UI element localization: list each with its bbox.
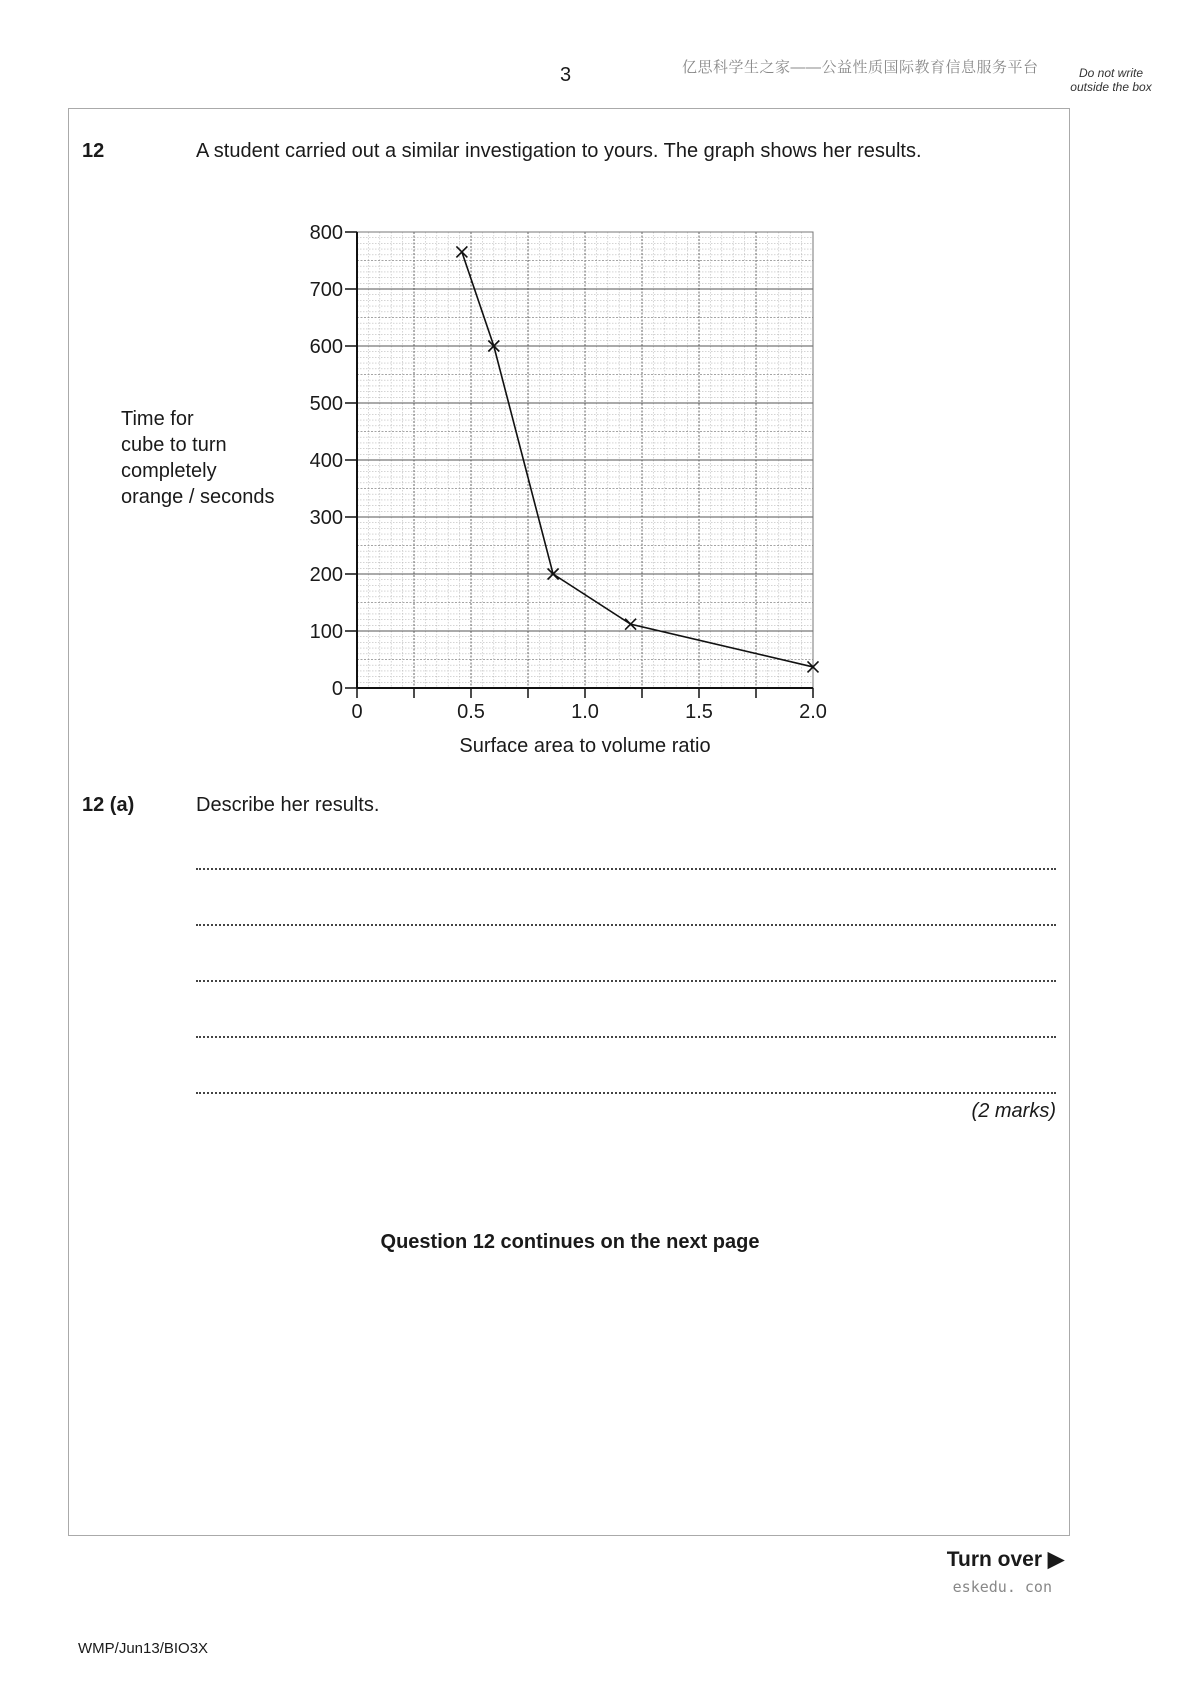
header-watermark: 亿思科学生之家——公益性质国际教育信息服务平台 bbox=[682, 59, 1039, 76]
y-axis-label-line-4: orange / seconds bbox=[121, 486, 275, 508]
y-tick-label: 0 bbox=[331, 678, 343, 700]
continues-note: Question 12 continues on the next page bbox=[380, 1231, 760, 1253]
x-tick-label: 0.5 bbox=[457, 701, 485, 723]
page-number: 3 bbox=[560, 64, 572, 86]
question-intro: A student carried out a similar investigation to yours. The graph shows her results. bbox=[196, 140, 922, 162]
x-tick-label: 0 bbox=[351, 701, 363, 723]
y-tick-label: 800 bbox=[309, 222, 343, 244]
y-tick-label: 600 bbox=[309, 336, 343, 358]
paper-code: WMP/Jun13/BIO3X bbox=[78, 1640, 209, 1657]
series-line bbox=[462, 252, 813, 667]
margin-note: Do not write outside the box bbox=[1070, 66, 1152, 94]
y-axis-label-line-1: Time for bbox=[121, 408, 194, 430]
x-tick-label: 1.5 bbox=[685, 701, 713, 723]
x-tick-label: 2.0 bbox=[799, 701, 827, 723]
part-a-prompt: Describe her results. bbox=[196, 794, 380, 816]
y-axis-label-line-2: cube to turn bbox=[121, 434, 227, 456]
question-number: 12 bbox=[82, 140, 105, 162]
answer-line-2[interactable] bbox=[196, 924, 1056, 926]
y-tick-label: 400 bbox=[309, 450, 343, 472]
results-graph bbox=[0, 0, 1190, 780]
y-tick-label: 100 bbox=[309, 621, 343, 643]
ticks bbox=[345, 232, 813, 698]
answer-line-3[interactable] bbox=[196, 980, 1056, 982]
marks-label: (2 marks) bbox=[971, 1100, 1056, 1122]
y-axis-label-line-3: completely bbox=[121, 460, 217, 482]
part-a-number: 12 (a) bbox=[82, 794, 135, 816]
data-series bbox=[456, 246, 818, 672]
footer-watermark: eskedu. con bbox=[952, 1578, 1052, 1596]
y-tick-label: 200 bbox=[309, 564, 343, 586]
y-tick-label: 300 bbox=[309, 507, 343, 529]
answer-line-5[interactable] bbox=[196, 1092, 1056, 1094]
x-tick-label: 1.0 bbox=[571, 701, 599, 723]
turn-over: Turn over ▶ bbox=[946, 1548, 1064, 1571]
data-point bbox=[456, 246, 467, 257]
answer-line-1[interactable] bbox=[196, 868, 1056, 870]
y-tick-label: 500 bbox=[309, 393, 343, 415]
y-tick-label: 700 bbox=[309, 279, 343, 301]
x-axis-label: Surface area to volume ratio bbox=[459, 735, 711, 757]
answer-line-4[interactable] bbox=[196, 1036, 1056, 1038]
